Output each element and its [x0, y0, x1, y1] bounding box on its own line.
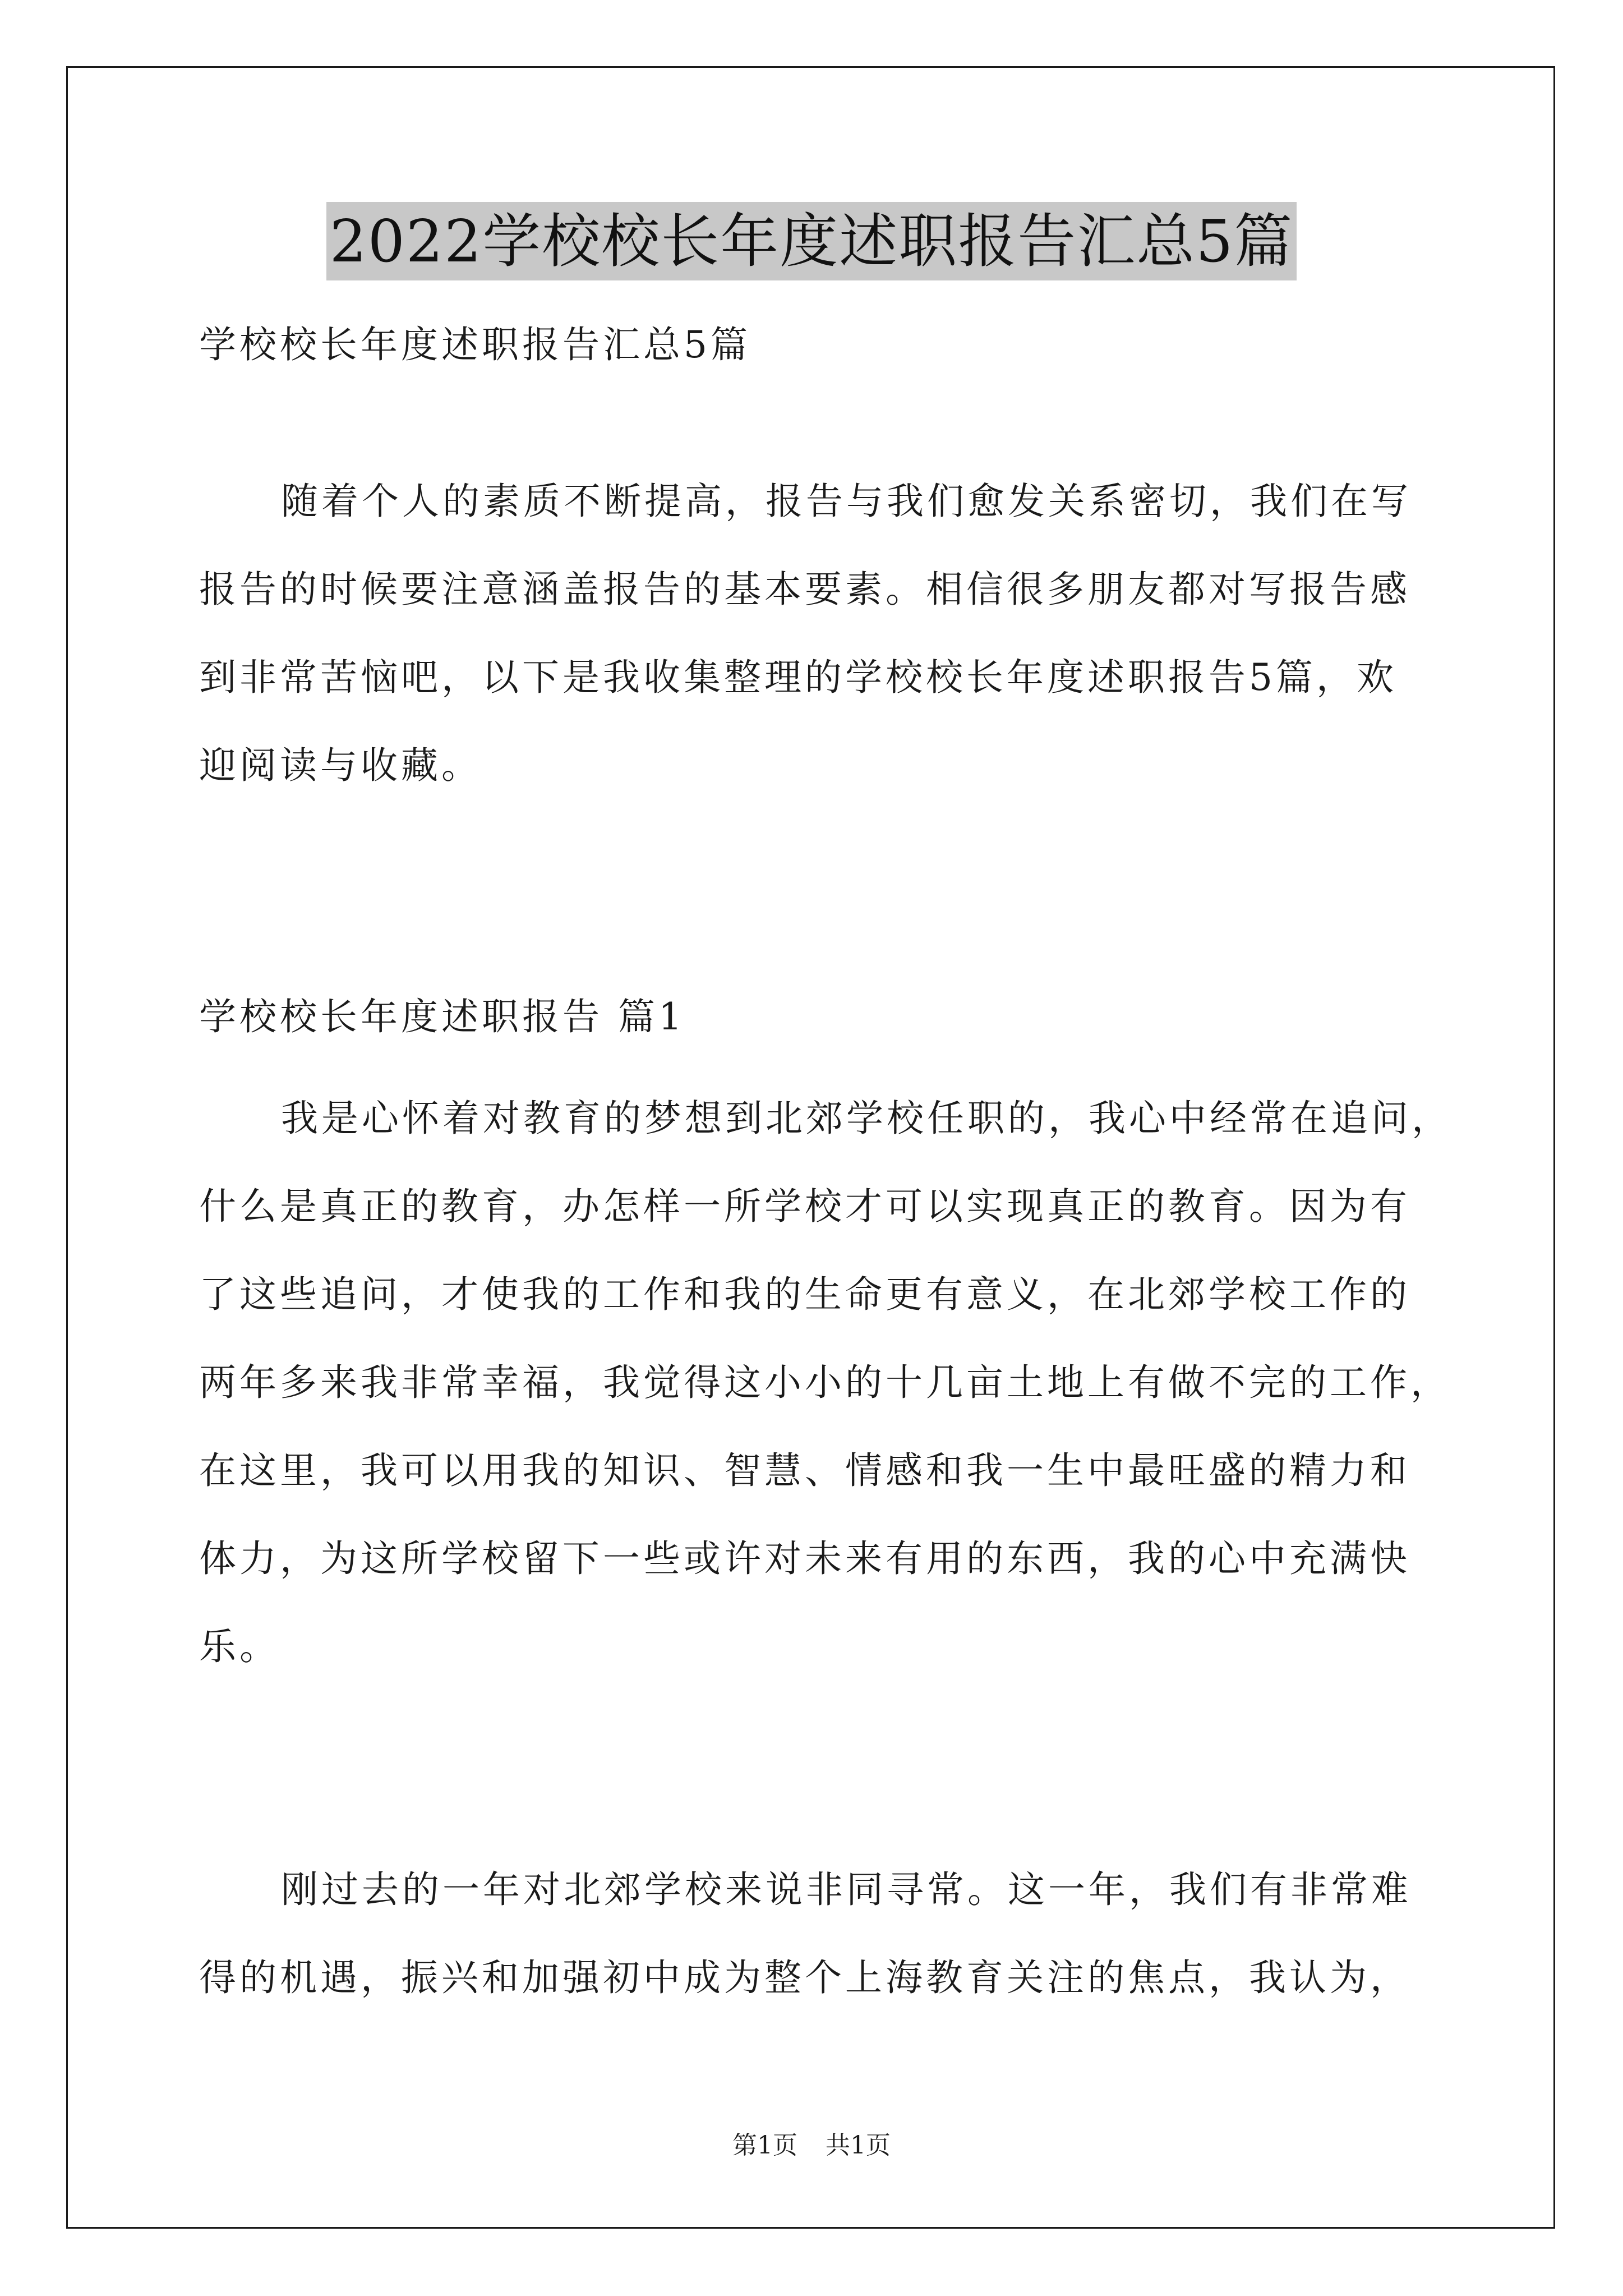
text-line: 随着个人的素质不断提高，报告与我们愈发关系密切，我们在写 [281, 480, 1412, 523]
page-total: 共1页 [826, 2131, 891, 2160]
page-footer [0, 2129, 1623, 2162]
paragraph-2 [199, 1846, 1433, 2022]
document-title: 2022学校校长年度述职报告汇总5篇 [326, 202, 1297, 280]
text-line: 我是心怀着对教育的梦想到北郊学校任职的，我心中经常在追问， [281, 1097, 1452, 1140]
text-line: 得的机遇，振兴和加强初中成为整个上海教育关注的焦点，我认为， [199, 1956, 1410, 1999]
text-line: 两年多来我非常幸福，我觉得这小小的十几亩土地上有做不完的工作， [199, 1361, 1451, 1404]
text-line: 乐。 [199, 1625, 280, 1668]
document-subtitle: 学校校长年度述职报告汇总5篇 [199, 323, 751, 366]
text-line: 迎阅读与收藏。 [199, 744, 482, 787]
text-line: 体力，为这所学校留下一些或许对未来有用的东西，我的心中充满快 [199, 1537, 1410, 1580]
page-current: 第1页 [732, 2131, 797, 2160]
intro-paragraph [199, 457, 1433, 809]
title-block [0, 202, 1623, 280]
text-line: 刚过去的一年对北郊学校来说非同寻常。这一年，我们有非常难 [281, 1868, 1412, 1911]
text-line: 什么是真正的教育，办怎样一所学校才可以实现真正的教育。因为有 [199, 1185, 1410, 1228]
text-line: 了这些追问，才使我的工作和我的生命更有意义，在北郊学校工作的 [199, 1273, 1410, 1316]
text-line: 到非常苦恼吧，以下是我收集整理的学校校长年度述职报告5篇，欢 [199, 656, 1397, 699]
paragraph-1 [199, 1074, 1452, 1691]
section-heading: 学校校长年度述职报告 篇1 [199, 995, 685, 1038]
text-line: 报告的时候要注意涵盖报告的基本要素。相信很多朋友都对写报告感 [199, 568, 1410, 611]
text-line: 在这里，我可以用我的知识、智慧、情感和我一生中最旺盛的精力和 [199, 1449, 1410, 1492]
